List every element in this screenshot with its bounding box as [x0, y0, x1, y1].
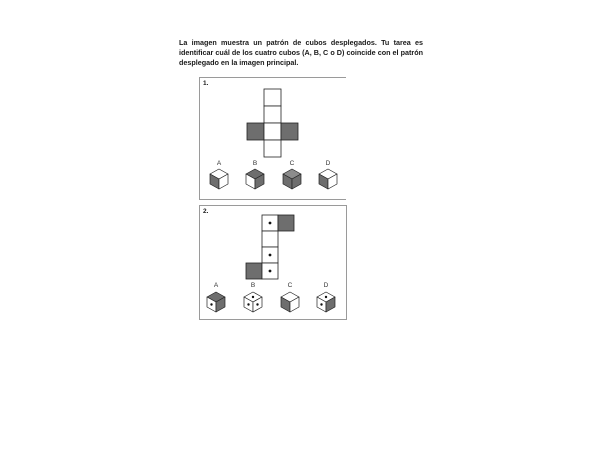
puzzle-1-option-d-label: D — [325, 160, 331, 167]
puzzle-2-option-a-label: A — [213, 282, 219, 289]
puzzle-1-option-d-cube-icon[interactable] — [319, 169, 337, 189]
puzzle-2-option-d-label: D — [323, 282, 329, 289]
puzzle-2-option-d-cube-icon[interactable] — [317, 292, 335, 312]
puzzle-1-option-b-label: B — [252, 160, 258, 167]
puzzle-2-option-c-cube-icon[interactable] — [281, 292, 299, 312]
puzzle-2-option-c-label: C — [287, 282, 293, 289]
puzzle-1-option-c-label: C — [289, 160, 295, 167]
puzzle-2-options — [200, 206, 346, 319]
instructions-text: La imagen muestra un patrón de cubos desplegados. Tu tarea es identificar cuál de los cuatro cubos (A, B, C o D) coincide con el patrón desplegado en la imagen principal. — [179, 38, 423, 68]
puzzle-1-option-c-cube-icon[interactable] — [283, 169, 301, 189]
puzzle-1 — [199, 77, 346, 200]
puzzle-2-number: 2. — [203, 208, 209, 215]
puzzle-1-option-a-cube-icon[interactable] — [210, 169, 228, 189]
puzzle-2-option-b-cube-icon[interactable] — [244, 292, 262, 312]
puzzle-1-number: 1. — [203, 80, 209, 87]
puzzle-2 — [199, 205, 347, 320]
puzzle-1-option-a-label: A — [216, 160, 222, 167]
puzzle-1-option-b-cube-icon[interactable] — [246, 169, 264, 189]
puzzle-2-option-a-cube-icon[interactable] — [207, 292, 225, 312]
puzzle-2-option-b-label: B — [250, 282, 256, 289]
puzzle-1-options — [200, 78, 346, 199]
